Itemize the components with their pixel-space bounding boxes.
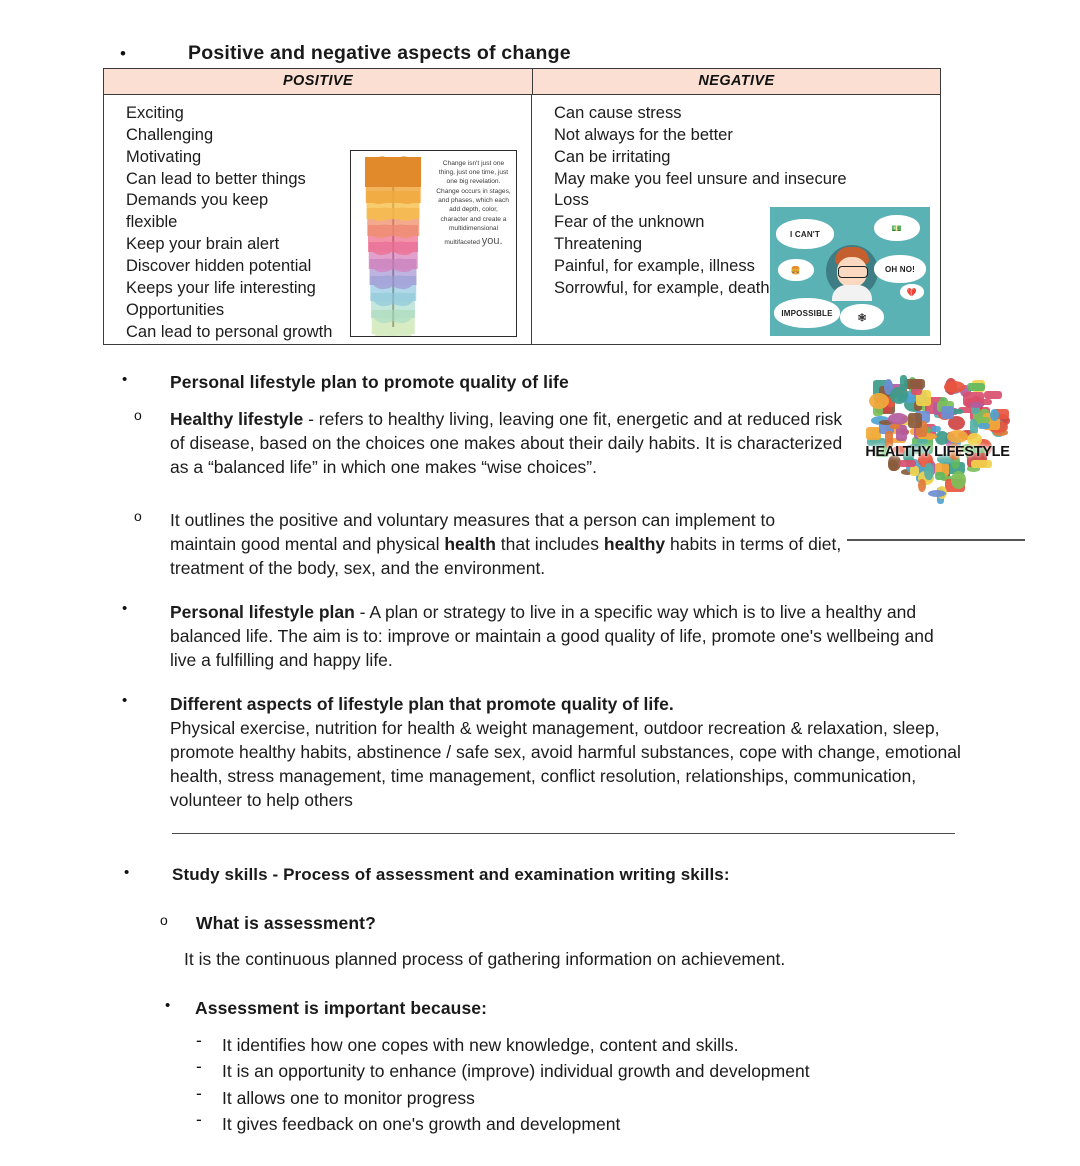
bullet-marker: •	[165, 997, 171, 1014]
list-item: Can lead to better things	[126, 169, 306, 188]
heart-collage-item	[978, 423, 990, 429]
table-column-header-negative: NEGATIVE	[698, 73, 775, 90]
thought-bubble-heart: 💔	[900, 284, 924, 300]
bullet-marker-circle: o	[160, 912, 168, 928]
bullet-marker: •	[122, 692, 128, 709]
thought-bubble-dark: 🕸	[840, 304, 884, 330]
list-item: Exciting	[126, 103, 184, 122]
heart-collage-label: HEALTHY LIFESTYLE	[865, 444, 1010, 460]
term-health: health	[444, 533, 496, 554]
list-item-text: It gives feedback on one's growth and development	[222, 1113, 621, 1134]
list-item: Keeps your life interesting	[126, 279, 316, 298]
heart-collage-item	[967, 383, 986, 391]
heading-text: Personal lifestyle plan to promote quality of life	[170, 372, 569, 392]
heart-collage-item	[910, 466, 919, 476]
list-item: Can cause stress	[554, 103, 682, 122]
dash-marker: -	[196, 1108, 202, 1129]
term-healthy: healthy	[603, 533, 666, 554]
list-item: Fear of the unknown	[554, 213, 705, 232]
subheading-text: What is assessment?	[196, 913, 376, 933]
list-item-text: It identifies how one copes with new knowledge, content and skills.	[222, 1035, 739, 1055]
bullet-marker: •	[124, 864, 130, 881]
healthy-lifestyle-heart-collage	[845, 366, 1030, 541]
bullet-marker-circle: o	[134, 407, 142, 423]
different-aspects-body	[170, 693, 984, 813]
list-item: Loss	[554, 191, 589, 210]
list-item	[196, 1082, 986, 1111]
negative-aspects-list	[554, 103, 940, 300]
term-personal-lifestyle-plan: Personal lifestyle plan	[170, 602, 355, 622]
list-item: Motivating	[126, 147, 202, 166]
definition-personal-lifestyle-plan	[122, 601, 952, 673]
paragraph-part-1: It outlines the positive and voluntary measures that a person can implement to maintain good mental and physical	[170, 510, 776, 554]
list-item	[196, 1058, 986, 1084]
dash-marker: -	[196, 1082, 202, 1103]
different-aspects-list-text: Physical exercise, nutrition for health & weight management, outdoor recreation & relaxation, sleep, promote healthy habits, abstinence / safe sex, avoid harmful substances, cope with change, emotional health, stress management, time management, conflict resolution, relationships, communication, volunteer to help others	[170, 717, 961, 810]
section-heading-personal-lifestyle-plan	[122, 372, 822, 393]
subheading-assessment-important	[165, 998, 925, 1019]
answer-what-is-assessment: It is the continuous planned process of gathering information on achievement.	[184, 949, 786, 969]
list-item: Can lead to personal growth	[126, 323, 333, 342]
list-item: Sorrowful, for example, death	[554, 279, 770, 298]
bullet-marker-circle: o	[134, 508, 142, 524]
heart-underline-rule	[847, 539, 1025, 541]
thought-bubble-money: 💵	[874, 215, 920, 241]
bullet-marker: •	[122, 371, 128, 388]
list-item: Can be irritating	[554, 147, 671, 166]
page-title: Positive and negative aspects of change	[188, 42, 571, 64]
definition-body	[170, 408, 846, 480]
list-item: Discover hidden potential	[126, 257, 312, 276]
list-item: Opportunities	[126, 301, 225, 320]
assessment-reasons-list	[196, 1032, 986, 1137]
definition-text: - refers to healthy living, leaving one fit, energetic and at reduced risk of disease, based on the choices one makes about their daily habits. It is characterized as a “balanced life” in which one makes “wise choices”.	[170, 409, 843, 477]
dash-marker: -	[196, 1056, 202, 1077]
list-item: Threatening	[554, 235, 643, 254]
heading-text: Study skills - Process of assessment and examination writing skills:	[172, 865, 730, 884]
list-item: Demands you keep	[126, 191, 269, 210]
thought-bubble-i-cant: I CAN'T	[776, 219, 834, 249]
paragraph-body	[170, 509, 846, 581]
positive-aspects-list	[126, 103, 531, 344]
heart-collage-item	[944, 381, 965, 393]
section-heading-study-skills	[124, 865, 924, 885]
heart-collage-item	[976, 417, 990, 423]
heart-collage-item	[941, 406, 954, 418]
table-header-row	[104, 69, 940, 95]
heart-collage-item	[924, 463, 933, 481]
different-aspects-heading: Different aspects of lifestyle plan that promote quality of life.	[170, 694, 674, 714]
heart-collage-item	[990, 409, 999, 421]
list-item: flexible	[126, 213, 178, 232]
subheading-what-is-assessment	[160, 913, 920, 934]
definition-healthy-lifestyle	[134, 408, 846, 480]
heart-collage-item	[971, 460, 992, 467]
horizontal-divider	[172, 833, 955, 834]
subheading-text: Assessment is important because:	[195, 998, 488, 1018]
heart-collage-item	[984, 391, 1002, 398]
heart-collage-item	[908, 413, 922, 428]
paragraph-outlines-measures	[134, 509, 846, 581]
table-body-row	[104, 95, 940, 344]
heart-collage-item	[904, 379, 924, 389]
table-cell-negative	[532, 95, 940, 344]
heart-collage-item	[935, 472, 945, 480]
butterfly-quote-body: Change isn't just one thing, just one time, just one big revelation. Change occurs in stages, and phases, which each add depth, color, character and create a multidimensional multifaceted	[436, 159, 511, 246]
heart-collage-item	[947, 430, 969, 443]
heart-collage-item	[951, 471, 966, 489]
thought-bubble-burger: 🍔	[778, 259, 814, 281]
list-item: Challenging	[126, 125, 214, 144]
dash-marker: -	[196, 1030, 202, 1050]
list-item-text: It is an opportunity to enhance (improve) individual growth and development	[222, 1061, 810, 1082]
list-item	[196, 1032, 986, 1058]
term-healthy-lifestyle: Healthy lifestyle	[170, 409, 304, 429]
bullet-marker: •	[120, 44, 126, 63]
list-item	[196, 1108, 986, 1137]
list-item-text: It allows one to monitor progress	[222, 1087, 475, 1108]
paragraph-part-2: that includes	[495, 533, 604, 554]
heart-collage-item	[918, 479, 926, 491]
definition-body	[170, 601, 952, 673]
definition-text: - A plan or strategy to live in a specific way which is to live a healthy and balanced life. The aim is to: improve or maintain a good quality of life, promote one's wellbeing and live a fulfilling and happy life.	[170, 602, 934, 670]
heart-collage-item	[890, 424, 900, 429]
butterfly-quote-end: you.	[481, 234, 503, 247]
heart-collage-item	[899, 460, 916, 467]
section-heading-positive-negative	[120, 42, 940, 65]
list-item: Painful, for example, illness	[554, 257, 755, 276]
paragraph-part-3: habits in terms of diet, treatment of the body, sex, and the environment.	[170, 533, 842, 578]
positive-negative-table	[103, 68, 941, 345]
table-column-header-positive: POSITIVE	[104, 69, 533, 94]
list-item: Not always for the better	[554, 125, 733, 144]
thought-bubble-impossible: IMPOSSIBLE	[774, 298, 840, 328]
list-item: Keep your brain alert	[126, 235, 280, 254]
heart-collage-item	[888, 413, 908, 425]
bullet-marker: •	[122, 600, 128, 617]
section-different-aspects	[122, 693, 984, 813]
thought-bubble-oh-no: OH NO!	[874, 255, 926, 283]
table-cell-positive	[104, 95, 532, 344]
list-item: May make you feel unsure and insecure	[554, 169, 847, 188]
